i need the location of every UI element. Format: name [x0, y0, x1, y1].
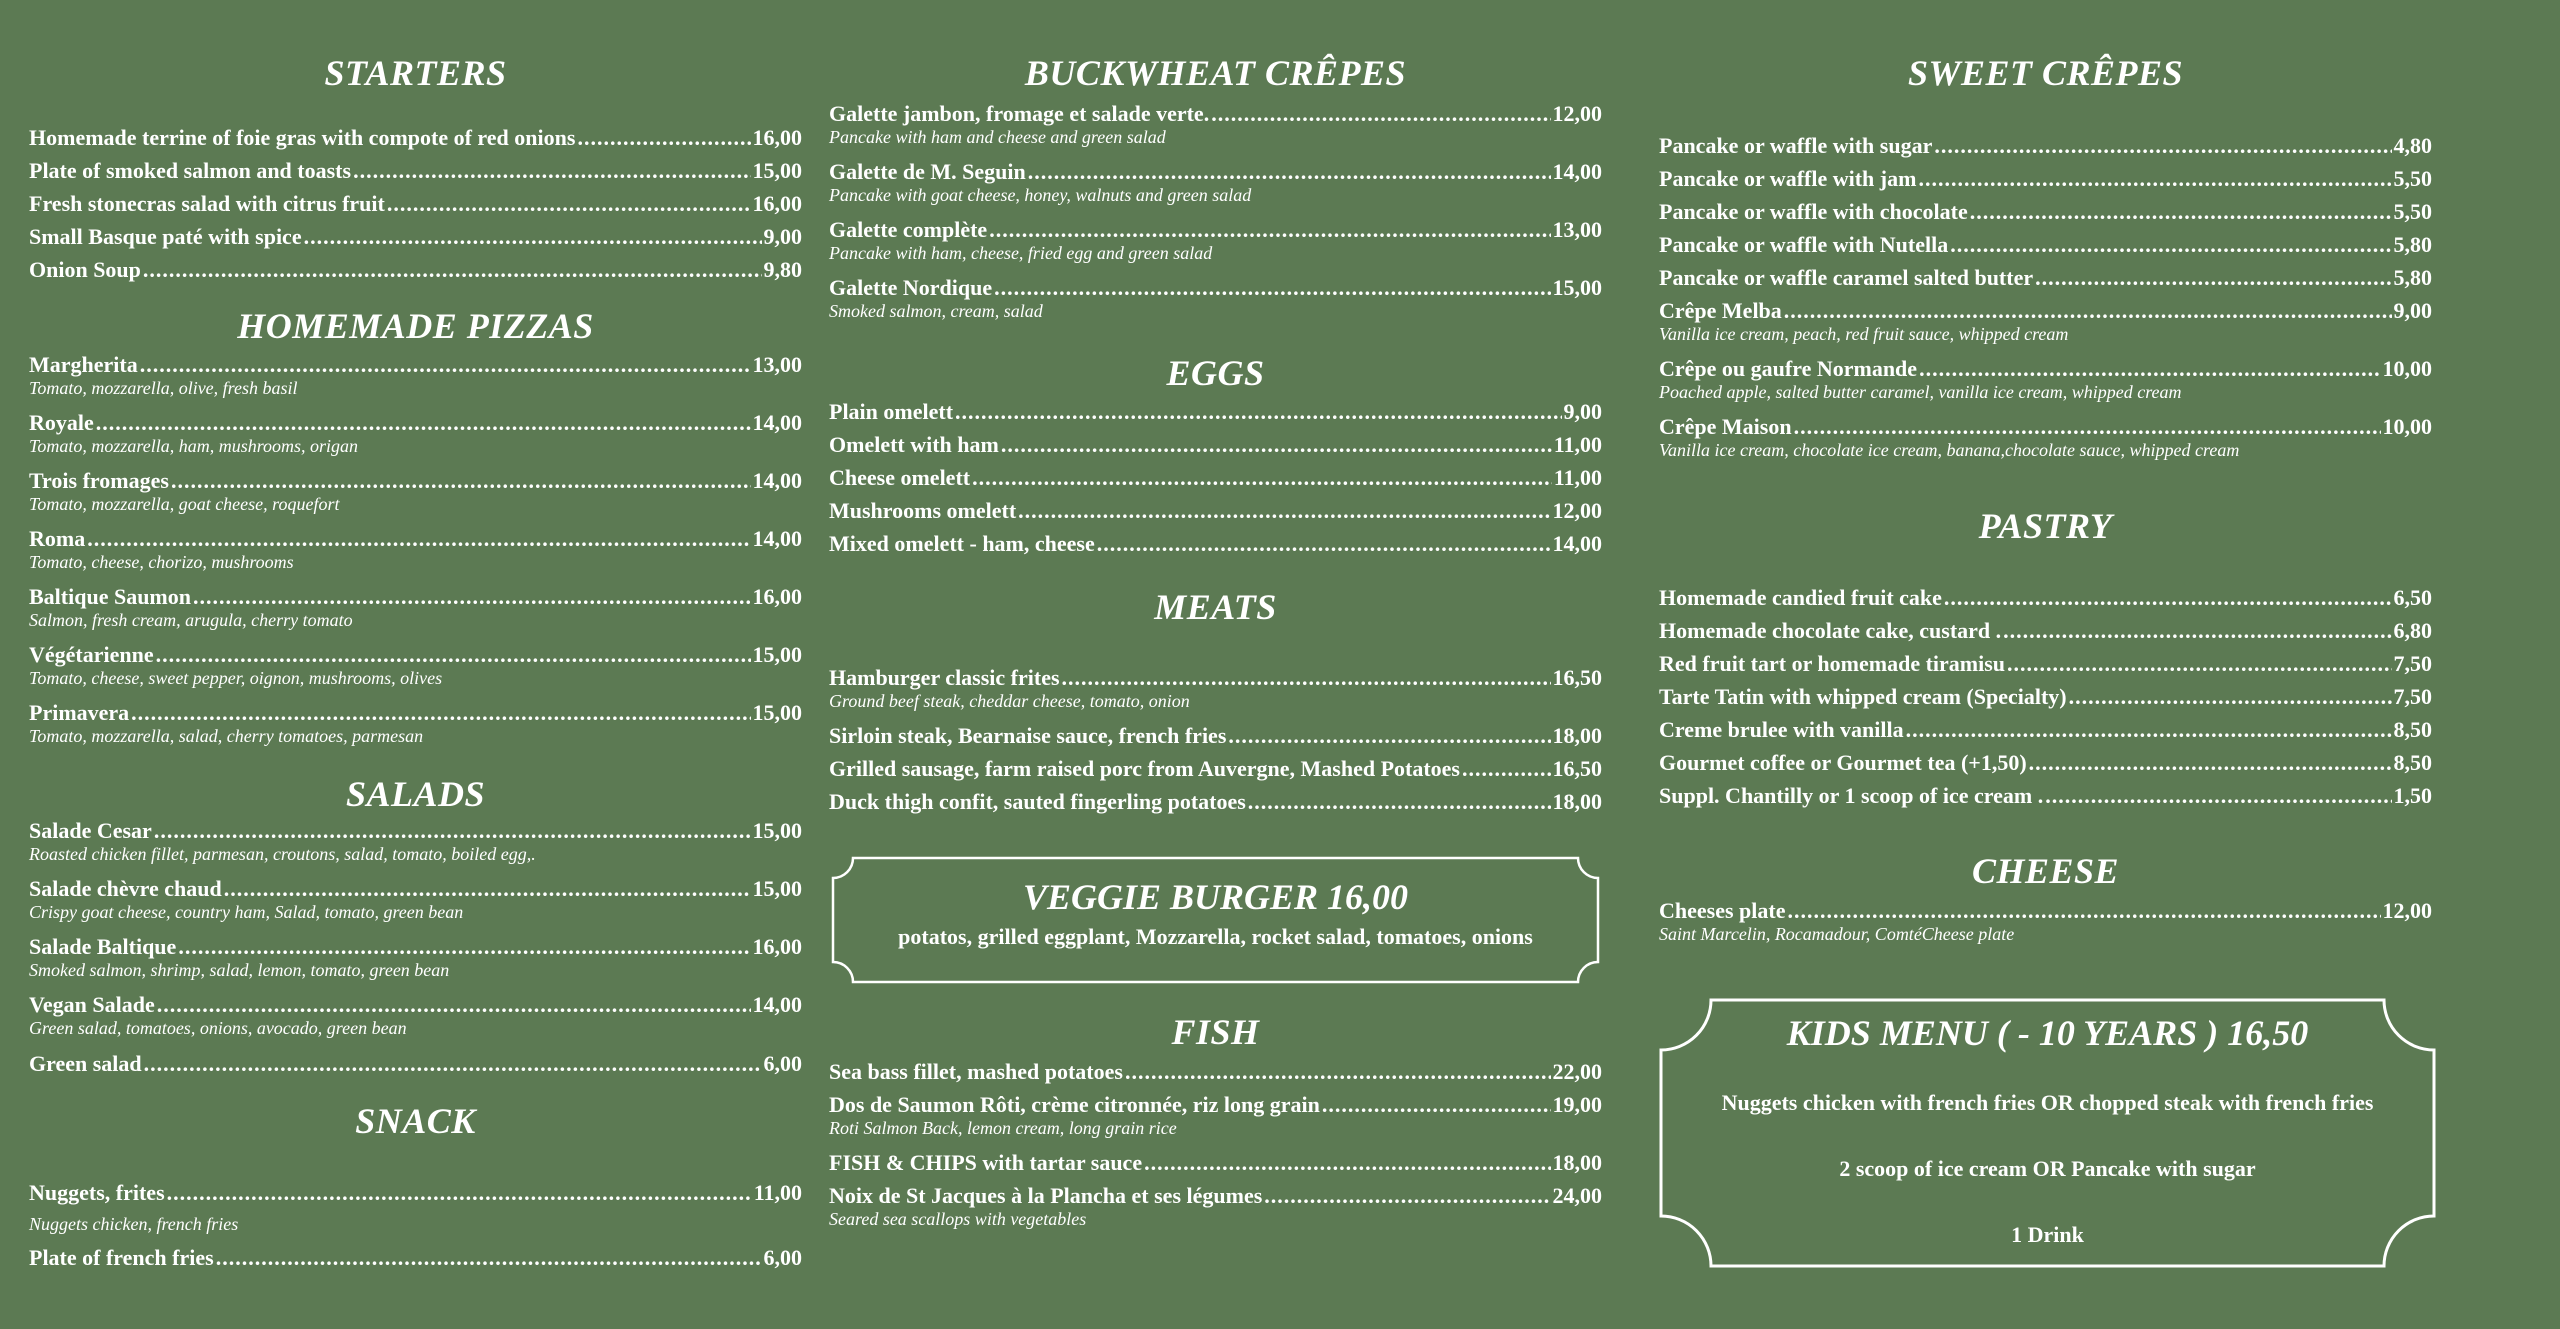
item-name: Fresh stonecras salad with citrus fruit [29, 191, 385, 216]
item-price: 16,50 [1552, 756, 1602, 781]
item-description: Pancake with ham, cheese, fried egg and green salad [829, 243, 1213, 263]
kids-menu-title: KIDS MENU ( - 10 YEARS ) 16,50 [1786, 1013, 2309, 1053]
item-price: 15,00 [752, 700, 802, 725]
item-description: Tomato, mozzarella, goat cheese, roquefort [29, 494, 340, 514]
item-name: Green salad [29, 1051, 142, 1076]
item-price: 13,00 [1552, 217, 1602, 242]
item-price: 19,00 [1552, 1092, 1602, 1117]
pizzas-heading: HOMEMADE PIZZAS [237, 306, 594, 346]
item-name: Plain omelett [829, 399, 954, 424]
menu-item [1659, 782, 2432, 810]
menu-item [829, 722, 1602, 750]
item-name: Crêpe ou gaufre Normande [1659, 356, 1918, 381]
item-name: Vegan Salade [29, 992, 155, 1017]
menu-item [29, 991, 802, 1039]
menu-item [829, 464, 1602, 492]
item-name: Cheese omelett [829, 465, 971, 490]
item-name: Nuggets, frites [29, 1180, 165, 1205]
item-price: 15,00 [752, 642, 802, 667]
item-name: Homemade terrine of foie gras with compote of red onions [29, 125, 576, 150]
item-price: 6,00 [763, 1051, 802, 1076]
item-name: Pancake or waffle with Nutella [1659, 232, 1949, 257]
item-price: 15,00 [752, 818, 802, 843]
item-name: Salade Baltique [29, 934, 177, 959]
kids-menu-line-2: 2 scoop of ice cream OR Pancake with sugar [1839, 1156, 2256, 1181]
item-description: Crispy goat cheese, country ham, Salad, tomato, green bean [29, 902, 464, 922]
item-price: 6,50 [2393, 585, 2432, 610]
menu-item [29, 157, 802, 185]
item-price: 7,50 [2393, 651, 2432, 676]
item-name: Crêpe Melba [1659, 298, 1782, 323]
menu-item [29, 525, 802, 573]
menu-item [29, 875, 802, 923]
item-price: 9,00 [1563, 399, 1602, 424]
pastry-heading: PASTRY [1978, 506, 2113, 546]
item-name: Plate of french fries [29, 1245, 214, 1270]
menu-item [29, 1179, 802, 1235]
item-name: Galette Nordique [829, 275, 993, 300]
item-description: Tomato, cheese, chorizo, mushrooms [29, 552, 294, 572]
item-price: 5,50 [2393, 199, 2432, 224]
item-description: Tomato, cheese, sweet pepper, oignon, mushrooms, olives [29, 668, 443, 688]
item-price: 14,00 [1552, 159, 1602, 184]
item-description: Tomato, mozzarella, ham, mushrooms, origan [29, 436, 359, 456]
item-price: 5,50 [2393, 166, 2432, 191]
item-description: Pancake with ham and cheese and green salad [829, 127, 1166, 147]
menu-item [29, 256, 802, 284]
menu-item [29, 351, 802, 399]
cheese-heading: CHEESE [1971, 851, 2120, 891]
menu-item [829, 431, 1602, 459]
item-price: 14,00 [752, 410, 802, 435]
item-name: Cheeses plate [1659, 898, 1786, 923]
item-name: Baltique Saumon [29, 584, 191, 609]
item-name: Noix de St Jacques à la Plancha et ses légumes [829, 1183, 1263, 1208]
item-name: Mushrooms omelett [829, 498, 1017, 523]
item-name: Salade chèvre chaud [29, 876, 222, 901]
item-name: Grilled sausage, farm raised porc from Auvergne, Mashed Potatoes [829, 756, 1460, 781]
item-name: Mixed omelett - ham, cheese [829, 531, 1095, 556]
item-name: Gourmet coffee or Gourmet tea (+1,50) [1659, 750, 2027, 775]
item-name: Tarte Tatin with whipped cream (Specialty) [1659, 684, 2067, 709]
menu-item [1659, 749, 2432, 777]
menu-item [29, 817, 802, 865]
item-price: 18,00 [1552, 789, 1602, 814]
item-description: Roasted chicken fillet, parmesan, croutons, salad, tomato, boiled egg,. [29, 844, 536, 864]
eggs-heading: EGGS [1166, 353, 1265, 393]
item-price: 9,00 [2393, 298, 2432, 323]
item-price: 6,00 [763, 1245, 802, 1270]
kids-menu-line-1: Nuggets chicken with french fries OR chopped steak with french fries [1721, 1090, 2374, 1115]
menu-item [1659, 198, 2432, 226]
item-price: 12,00 [1552, 498, 1602, 523]
item-price: 18,00 [1552, 1150, 1602, 1175]
veggie-burger-title: VEGGIE BURGER 16,00 [1022, 877, 1409, 917]
item-price: 8,50 [2393, 717, 2432, 742]
menu-item [29, 641, 802, 689]
item-name: Galette jambon, fromage et salade verte. [829, 101, 1210, 126]
item-description: Salmon, fresh cream, arugula, cherry tomato [29, 610, 353, 630]
item-price: 7,50 [2393, 684, 2432, 709]
item-price: 14,00 [752, 526, 802, 551]
salads-heading: SALADS [345, 774, 486, 814]
item-name: Crêpe Maison [1659, 414, 1792, 439]
item-price: 16,00 [752, 584, 802, 609]
item-price: 12,00 [2382, 898, 2432, 923]
item-description: Nuggets chicken, french fries [29, 1214, 239, 1234]
meats-heading: MEATS [1154, 587, 1277, 627]
veggie-burger-ingredients: potatos, grilled eggplant, Mozzarella, rocket salad, tomatoes, onions [898, 924, 1533, 949]
item-name: Homemade candied fruit cake [1659, 585, 1942, 610]
item-name: Homemade chocolate cake, custard . [1659, 618, 2002, 643]
item-name: Onion Soup [29, 257, 141, 282]
menu-item [29, 933, 802, 981]
item-name: Suppl. Chantilly or 1 scoop of ice cream . [1659, 783, 2044, 808]
veggie-burger-box [831, 856, 1600, 984]
menu-item [29, 409, 802, 457]
item-price: 11,00 [753, 1180, 802, 1205]
item-price: 4,80 [2393, 133, 2432, 158]
item-name: Plate of smoked salmon and toasts [29, 158, 352, 183]
menu-item [1659, 650, 2432, 678]
menu-item [29, 1244, 802, 1272]
item-price: 5,80 [2393, 265, 2432, 290]
item-name: Small Basque paté with spice [29, 224, 302, 249]
menu-item [1659, 897, 2432, 945]
menu-item [829, 274, 1602, 322]
item-description: Tomato, mozzarella, salad, cherry tomatoes, parmesan [29, 726, 424, 746]
fish-heading: FISH [1171, 1012, 1260, 1052]
menu-item [29, 223, 802, 251]
item-description: Vanilla ice cream, peach, red fruit sauce, whipped cream [1659, 324, 2069, 344]
menu-item [29, 467, 802, 515]
item-name: Royale [29, 410, 94, 435]
menu-item [829, 530, 1602, 558]
item-description: Seared sea scallops with vegetables [829, 1209, 1087, 1229]
item-price: 16,50 [1552, 665, 1602, 690]
item-name: Duck thigh confit, sauted fingerling potatoes [829, 789, 1246, 814]
item-name: Sirloin steak, Bearnaise sauce, french fries [829, 723, 1227, 748]
menu-item [1659, 165, 2432, 193]
item-price: 22,00 [1552, 1059, 1602, 1084]
item-price: 15,00 [752, 876, 802, 901]
item-price: 5,80 [2393, 232, 2432, 257]
item-name: Trois fromages [29, 468, 169, 493]
item-price: 15,00 [752, 158, 802, 183]
item-price: 9,80 [763, 257, 802, 282]
menu-item [829, 1182, 1602, 1230]
menu-item [829, 1149, 1602, 1177]
item-price: 8,50 [2393, 750, 2432, 775]
menu-item [1659, 617, 2432, 645]
menu-item [29, 1050, 802, 1078]
item-name: Pancake or waffle caramel salted butter [1659, 265, 2034, 290]
item-description: Pancake with goat cheese, honey, walnuts and green salad [829, 185, 1252, 205]
item-description: Poached apple, salted butter caramel, vanilla ice cream, whipped cream [1659, 382, 2182, 402]
item-description: Ground beef steak, cheddar cheese, tomato, onion [829, 691, 1190, 711]
snack-heading: SNACK [355, 1101, 476, 1141]
item-name: Salade Cesar [29, 818, 152, 843]
item-price: 1,50 [2393, 783, 2432, 808]
item-price: 14,00 [1552, 531, 1602, 556]
menu-item [1659, 584, 2432, 612]
sweet-crepes-heading: SWEET CRÊPES [1907, 53, 2184, 93]
kids-menu-line-3: 1 Drink [2011, 1222, 2084, 1247]
item-price: 11,00 [1553, 432, 1602, 457]
menu-item [829, 497, 1602, 525]
item-price: 16,00 [752, 191, 802, 216]
menu-item [829, 1091, 1602, 1139]
item-price: 14,00 [752, 992, 802, 1017]
starters-heading: STARTERS [324, 53, 507, 93]
item-name: Dos de Saumon Rôti, crème citronnée, riz long grain [829, 1092, 1320, 1117]
item-name: Roma [29, 526, 86, 551]
menu-item [29, 124, 802, 152]
item-description: Smoked salmon, shrimp, salad, lemon, tomato, green bean [29, 960, 450, 980]
item-name: Margherita [29, 352, 138, 377]
item-name: Red fruit tart or homemade tiramisu [1659, 651, 2006, 676]
menu-item [829, 1058, 1602, 1086]
item-price: 10,00 [2382, 414, 2432, 439]
item-price: 15,00 [1552, 275, 1602, 300]
item-name: Primavera [29, 700, 130, 725]
menu-item [829, 664, 1602, 712]
item-price: 11,00 [1553, 465, 1602, 490]
item-price: 24,00 [1552, 1183, 1602, 1208]
item-price: 9,00 [763, 224, 802, 249]
menu-item [1659, 355, 2432, 403]
item-price: 6,80 [2393, 618, 2432, 643]
item-name: Pancake or waffle with chocolate [1659, 199, 1968, 224]
item-description: Green salad, tomatoes, onions, avocado, green bean [29, 1018, 407, 1038]
item-price: 16,00 [752, 125, 802, 150]
item-name: Galette complète [829, 217, 988, 242]
menu-item [1659, 264, 2432, 292]
menu-item [829, 788, 1602, 816]
item-description: Smoked salmon, cream, salad [829, 301, 1043, 321]
item-name: Pancake or waffle with jam [1659, 166, 1917, 191]
item-name: Pancake or waffle with sugar [1659, 133, 1933, 158]
item-description: Vanilla ice cream, chocolate ice cream, banana,chocolate sauce, whipped cream [1659, 440, 2240, 460]
item-description: Saint Marcelin, Rocamadour, ComtéCheese plate [1659, 924, 2015, 944]
menu-item [829, 158, 1602, 206]
menu-item [1659, 132, 2432, 160]
item-description: Roti Salmon Back, lemon cream, long grain rice [829, 1118, 1177, 1138]
item-name: FISH & CHIPS with tartar sauce [829, 1150, 1143, 1175]
menu-item [29, 190, 802, 218]
item-name: Végétarienne [29, 642, 154, 667]
menu-item [1659, 716, 2432, 744]
item-price: 12,00 [1552, 101, 1602, 126]
item-price: 13,00 [752, 352, 802, 377]
item-price: 10,00 [2382, 356, 2432, 381]
menu-item [1659, 413, 2432, 461]
item-name: Omelett with ham [829, 432, 999, 457]
menu-item [1659, 683, 2432, 711]
menu-item [829, 100, 1602, 148]
item-name: Sea bass fillet, mashed potatoes [829, 1059, 1123, 1084]
item-name: Hamburger classic frites [829, 665, 1060, 690]
item-price: 18,00 [1552, 723, 1602, 748]
menu-item [829, 398, 1602, 426]
menu-item [29, 699, 802, 747]
item-price: 16,00 [752, 934, 802, 959]
item-name: Galette de M. Seguin [829, 159, 1026, 184]
item-price: 14,00 [752, 468, 802, 493]
item-name: Creme brulee with vanilla [1659, 717, 1904, 742]
menu-item [829, 755, 1602, 783]
menu-item [1659, 297, 2432, 345]
crepes-heading: BUCKWHEAT CRÊPES [1024, 53, 1407, 93]
menu-item [29, 583, 802, 631]
item-description: Tomato, mozzarella, olive, fresh basil [29, 378, 298, 398]
menu-item [829, 216, 1602, 264]
menu-item [1659, 231, 2432, 259]
kids-menu-box [1659, 998, 2436, 1268]
